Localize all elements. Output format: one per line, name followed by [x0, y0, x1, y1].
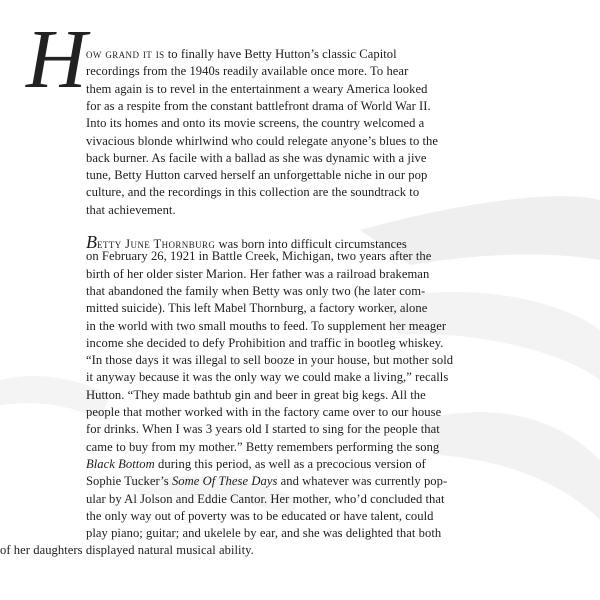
- dropcap-h: H: [26, 13, 87, 106]
- paragraph-2-line-6: in the world with two small mouths to feed. To supplement her meager: [86, 318, 447, 333]
- lead-smallcaps: ow grand it is: [86, 47, 165, 61]
- paragraph-2-line-15: Sophie Tucker’s Some Of These Days and whatever was currently pop-: [86, 474, 448, 489]
- lead-smallcaps-2: etty June Thornburg: [97, 237, 216, 251]
- paragraph-1-line-1: ow grand it is to finally have Betty Hutton’s classic Capitol: [86, 47, 397, 61]
- paragraph-1-line-10: that achievement.: [86, 202, 176, 217]
- paragraph-2-line-16: ular by Al Jolson and Eddie Cantor. Her mother, who’d concluded that: [86, 491, 445, 506]
- paragraph-2-line-7: income she decided to defy Prohibition and traffic in bootleg whiskey.: [86, 335, 444, 350]
- paragraph-2-line-3: birth of her older sister Marion. Her father was a railroad brakeman: [86, 266, 430, 281]
- paragraph-1-line-3: them again is to revel in the entertainment a weary America looked: [86, 81, 428, 96]
- paragraph-2-line-17: the only way out of poverty was to be educated or have talent, could: [86, 508, 434, 523]
- paragraph-2-line-4: that abandoned the family when Betty was only two (he later com-: [86, 283, 426, 298]
- paragraph-2-line-14: Black Bottom during this period, as well as a precocious version of: [86, 456, 426, 471]
- paragraph-2-line-8: “In those days it was illegal to sell booze in your house, but mother sold: [86, 353, 454, 368]
- paragraph-2-line-9: it anyway because it was the only way we could make a living,” recalls: [86, 370, 449, 385]
- paragraph-2-line-11: people that mother worked with in the factory came over to our house: [86, 405, 442, 419]
- paragraph-1-line-7: back burner. As facile with a ballad as she was dynamic with a jive: [86, 150, 427, 165]
- paragraph-2-line-12: for drinks. When I was 3 years old I started to sing for the people that: [86, 422, 440, 437]
- paragraph-1-line-6: vivacious blonde whirlwind who could relegate anyone’s blues to the: [86, 133, 439, 148]
- paragraph-1-line-2: recordings from the 1940s readily available once more. To hear: [86, 64, 409, 79]
- paragraph-2-line-5: mitted suicide). This left Mabel Thornburg, a factory worker, alone: [86, 301, 428, 316]
- paragraph-1-line-8: tune, Betty Hutton carved herself an unforgettable niche in our pop: [86, 168, 428, 183]
- dropcap-b: B: [86, 232, 98, 252]
- paragraph-2-line-1: Betty June Thornburg was born into difficult circumstances: [86, 232, 407, 252]
- paragraph-2-line-10: Hutton. “They made bathtub gin and beer in great big kegs. All the: [86, 387, 426, 402]
- paragraph-2-line-19: of her daughters displayed natural musical ability.: [0, 543, 254, 558]
- paragraph-2-line-13: came to buy from my mother.” Betty remembers performing the song: [86, 439, 440, 454]
- song-title-some-of-these-days: Some Of These Days: [171, 474, 278, 489]
- paragraph-2-line-18: play piano; guitar; and ukelele by ear, and she was delighted that both: [86, 526, 442, 541]
- paragraph-2-line-2: on February 26, 1921 in Battle Creek, Michigan, two years after the: [86, 249, 432, 264]
- paragraph-1-line-9: culture, and the recordings in this collection are the soundtrack to: [86, 185, 420, 200]
- paragraph-1-line-5: Into its homes and onto its movie screens, the country welcomed a: [86, 116, 425, 131]
- song-title-black-bottom: Black Bottom: [86, 456, 155, 471]
- paragraph-1-line-4: for as a respite from the constant battlefront drama of World War II.: [86, 98, 431, 113]
